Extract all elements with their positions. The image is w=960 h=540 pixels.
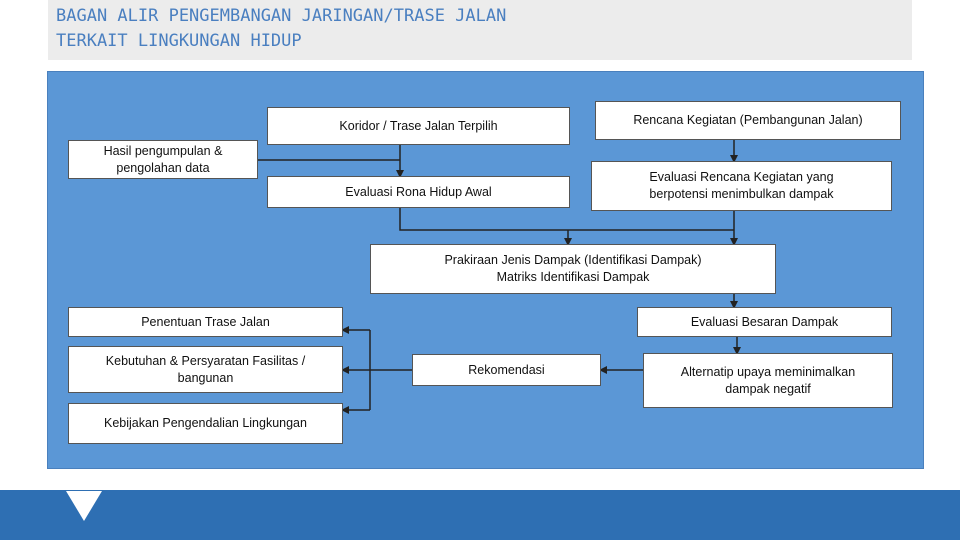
- rekomendasi-label: Rekomendasi: [468, 362, 545, 377]
- evaluasi-rencana-label: Evaluasi Rencana Kegiatan yang berpotensi menimbulkan dampak: [649, 170, 834, 201]
- kebutuhan-box: [68, 346, 343, 393]
- title-line-2: TERKAIT LINGKUNGAN HIDUP: [56, 31, 302, 51]
- kebijakan-box: [68, 403, 343, 444]
- down-triangle-icon: [66, 491, 102, 521]
- evaluasi-rencana-box: [591, 161, 892, 211]
- koridor-label: Koridor / Trase Jalan Terpilih: [339, 118, 498, 133]
- kebutuhan-label: Kebutuhan & Persyaratan Fasilitas / bangunan: [105, 353, 306, 385]
- prakiraan-box: [370, 244, 776, 294]
- rekomendasi-box: [412, 354, 601, 386]
- title-line-1: BAGAN ALIR PENGEMBANGAN JARINGAN/TRASE JALAN: [56, 6, 507, 26]
- evaluasi-rona-label: Evaluasi Rona Hidup Awal: [345, 184, 492, 199]
- prakiraan-label: Prakiraan Jenis Dampak (Identifikasi Dampak) Matriks Identifikasi Dampak: [444, 253, 702, 284]
- title-bar: [48, 0, 912, 60]
- alternatif-label: Alternatip upaya meminimalkan dampak negatif: [680, 364, 856, 396]
- footer-bar: [0, 490, 960, 540]
- penentuan-trase-box: [68, 307, 343, 337]
- rencana-kegiatan-box: [595, 101, 901, 140]
- penentuan-trase-label: Penentuan Trase Jalan: [141, 314, 270, 329]
- evaluasi-besaran-label: Evaluasi Besaran Dampak: [690, 314, 839, 329]
- koridor-box: [267, 107, 570, 145]
- rencana-kegiatan-label: Rencana Kegiatan (Pembangunan Jalan): [633, 113, 863, 127]
- evaluasi-besaran-box: [637, 307, 892, 337]
- hasil-pengumpulan-label: Hasil pengumpulan & pengolahan data: [103, 143, 223, 175]
- evaluasi-rona-box: [267, 176, 570, 208]
- hasil-pengumpulan-box: [68, 140, 258, 179]
- kebijakan-label: Kebijakan Pengendalian Lingkungan: [104, 416, 307, 430]
- alternatif-box: [643, 353, 893, 408]
